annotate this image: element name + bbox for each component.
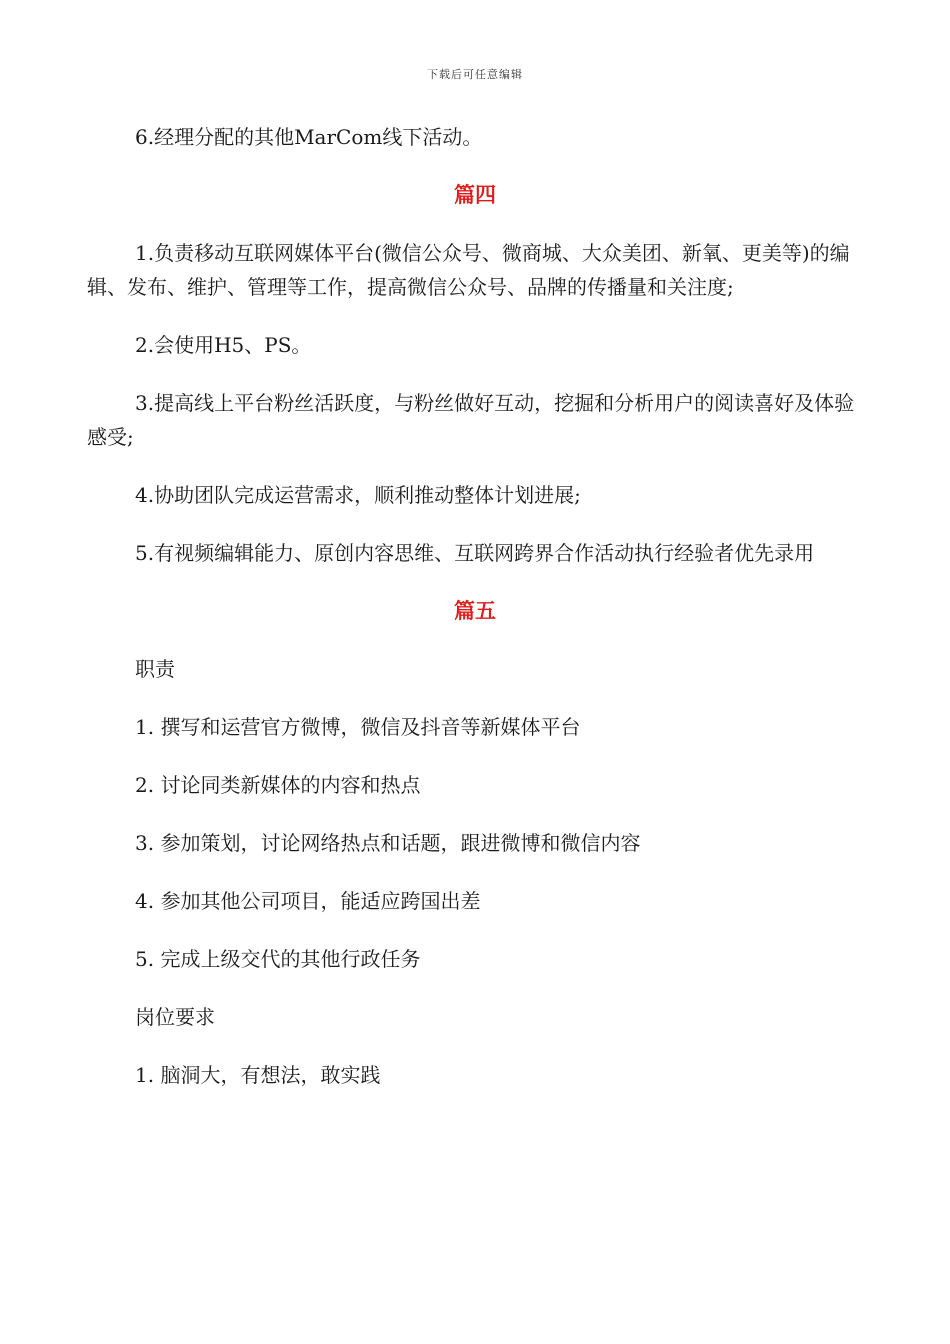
document-body — [87, 120, 863, 1092]
paragraph-s4-item-4: 4.协助团队完成运营需求，顺利推动整体计划进展; — [135, 483, 581, 507]
paragraph-req-heading: 岗位要求 — [135, 1005, 215, 1029]
paragraph-s4-item-1: 1.负责移动互联网媒体平台(微信公众号、微商城、大众美团、新氧、更美等)的编辑、发布、维护、管理等工作，提高微信公众号、品牌的传播量和关注度; — [87, 241, 850, 299]
section-title-4: 篇四 — [454, 182, 496, 207]
paragraph-duty-2: 2. 讨论同类新媒体的内容和热点 — [135, 773, 421, 797]
paragraph-s4-item-2: 2.会使用H5、PS。 — [135, 333, 312, 357]
paragraph-duty-1: 1. 撰写和运营官方微博，微信及抖音等新媒体平台 — [135, 715, 581, 739]
paragraph-duty-5: 5. 完成上级交代的其他行政任务 — [135, 947, 421, 971]
paragraph-duty-4: 4. 参加其他公司项目，能适应跨国出差 — [135, 889, 481, 913]
paragraph-duty-heading: 职责 — [135, 657, 175, 681]
paragraph-prev-item-6: 6.经理分配的其他MarCom线下活动。 — [135, 125, 483, 149]
section-title-5: 篇五 — [454, 598, 496, 623]
header-note: 下载后可任意编辑 — [427, 68, 523, 81]
paragraph-s4-item-3: 3.提高线上平台粉丝活跃度，与粉丝做好互动，挖掘和分析用户的阅读喜好及体验感受; — [87, 391, 855, 449]
paragraph-req-1: 1. 脑洞大，有想法，敢实践 — [135, 1063, 381, 1087]
paragraph-s4-item-5: 5.有视频编辑能力、原创内容思维、互联网跨界合作活动执行经验者优先录用 — [135, 541, 815, 565]
paragraph-duty-3: 3. 参加策划，讨论网络热点和话题，跟进微博和微信内容 — [135, 831, 641, 855]
